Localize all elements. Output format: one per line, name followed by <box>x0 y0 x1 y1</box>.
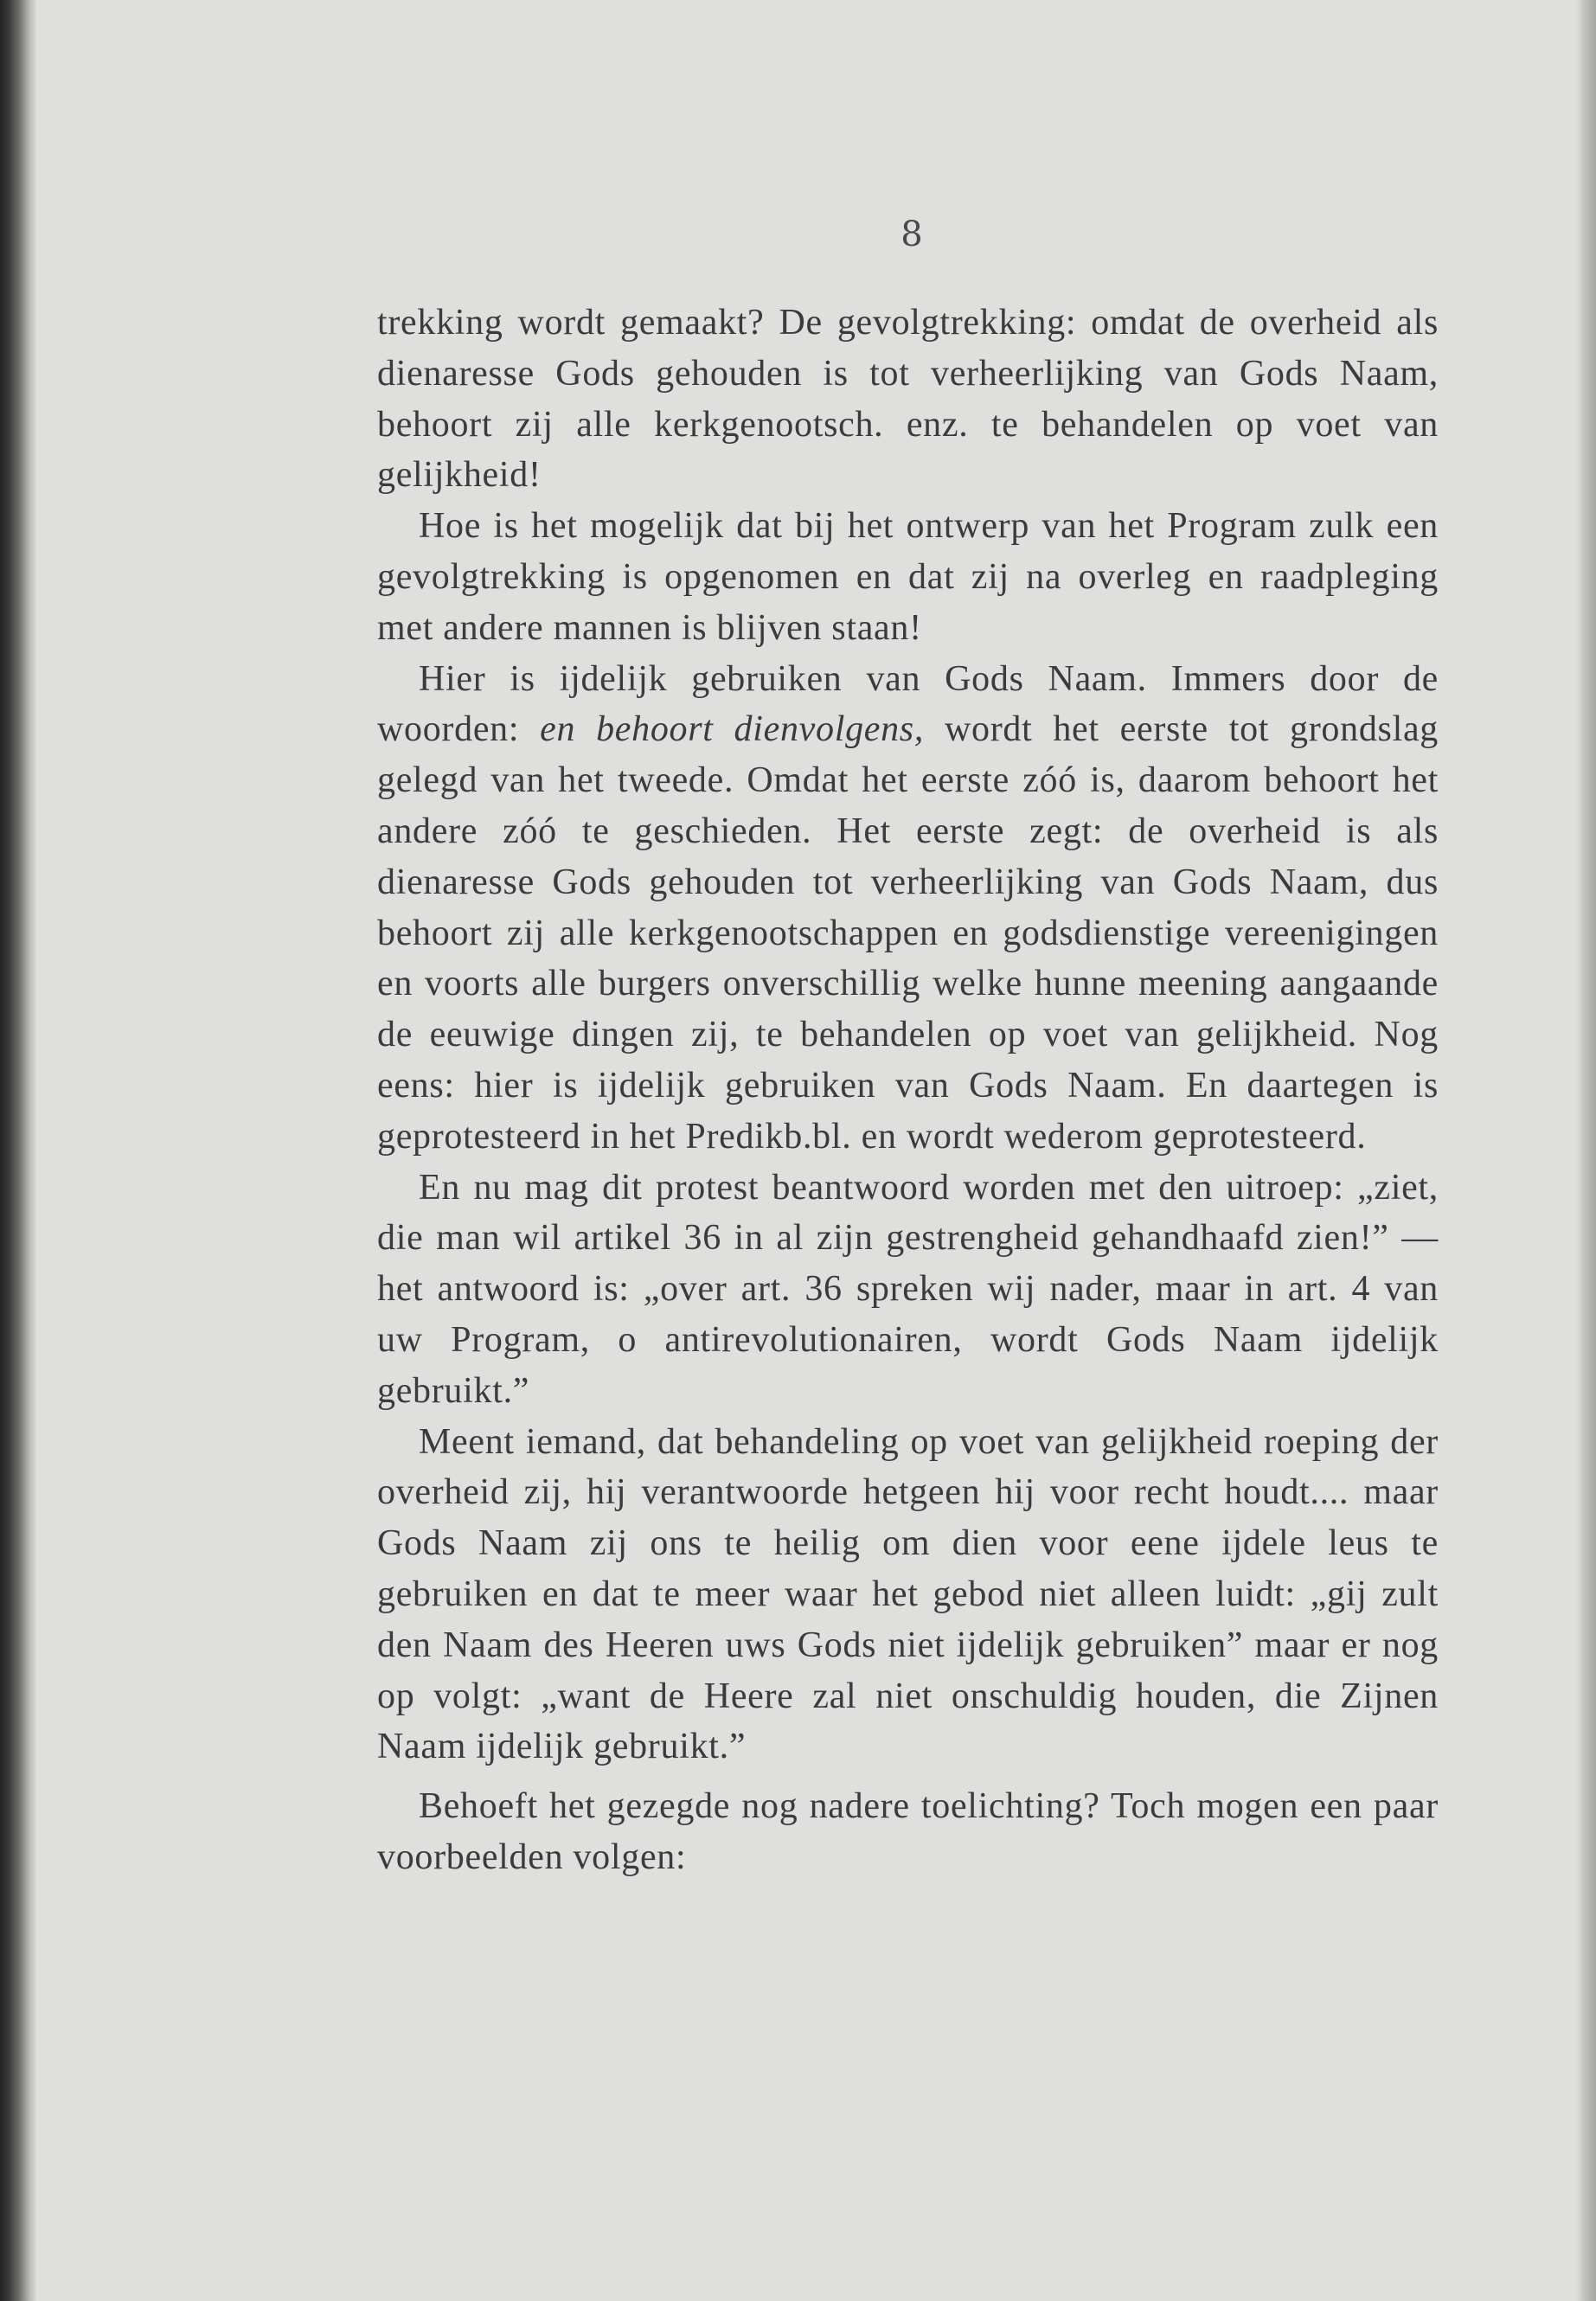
paragraph: Behoeft het gezegde nog nadere toelichting? Toch mogen een paar voorbeelden volgen: <box>377 1786 1439 1877</box>
book-binding-shadow <box>0 0 36 2301</box>
page-edge-shadow <box>1577 0 1596 2301</box>
italic-phrase: en behoort dienvolgens, <box>540 709 925 750</box>
paragraph: Hoe is het mogelijk dat bij het ontwerp van het Program zulk een gevolgtrekking is opgenomen en dat zij na overleg en raadpleging met andere mannen is blijven staan! <box>377 506 1439 648</box>
paragraph: En nu mag dit protest beantwoord worden met den uitroep: „ziet, die man wil artikel 36 in al zijn gestrengheid gehandhaafd zien!” — het antwoord is: „over art. 36 spreken wij nader, maar in art. 4 van uw Program, o antirevolutionairen, wordt Gods Naam ijdelijk gebruikt.” <box>377 1167 1439 1411</box>
paragraph-text: Hier is ijdelijk gebruiken van Gods Naam. Immers door de woorden: <box>377 658 1439 750</box>
paragraph: Meent iemand, dat behandeling op voet van gelijkheid roeping der overheid zij, hij verantwoorde hetgeen hij voor recht houdt.... maar Gods Naam zij ons te heilig om dien voor eene ijdele leus te gebruiken en dat te meer waar het gebod niet alleen luidt: „gij zult den Naam des Heeren uws Gods niet ijdelijk gebruiken” maar er nog op volgt: „want de Heere zal niet onschuldig houden, die Zijnen Naam ijdelijk gebruikt.” <box>377 1421 1439 1767</box>
paragraph-continuation: trekking wordt gemaakt? De gevolgtrekking: omdat de overheid als dienaresse Gods gehouden is tot verheerlijking van Gods Naam, behoort zij alle kerkgenootsch. enz. te behandelen op voet van gelijkheid! <box>377 303 1439 496</box>
paragraph <box>377 654 1439 1163</box>
paragraph-text: wordt het eerste tot grondslag gelegd van het tweede. Omdat het eerste zóó is, daarom behoort het andere zóó te geschieden. Het eerste zegt: de overheid is als dienaresse Gods gehouden tot verheerlijking van Gods Naam, dus behoort zij alle kerkgenootschappen en godsdienstige vereenigingen en voorts alle burgers onverschillig welke hunne meening aangaande de eeuwige dingen zij, te behandelen op voet van gelijkheid. Nog eens: hier is ijdelijk gebruiken van Gods Naam. En daartegen is geprotesteerd in het Predikb.bl. en wordt wederom geprotesteerd. <box>377 709 1439 1157</box>
page-number: 8 <box>901 215 923 254</box>
body-text <box>377 298 1439 1883</box>
